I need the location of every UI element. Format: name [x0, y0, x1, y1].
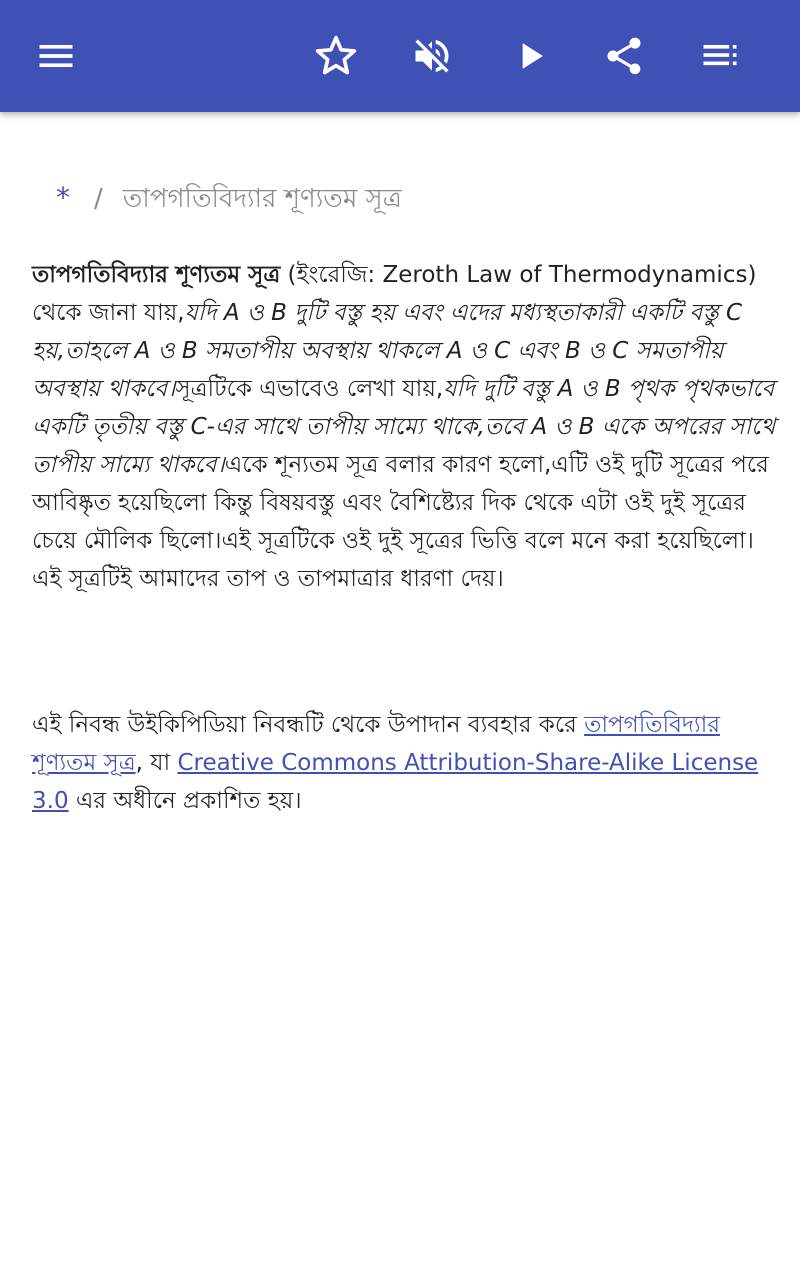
article-definition-2: যদি দুটি বস্তু A ও B পৃথক পৃথকভাবে একটি তৃতীয় বস্তু C-এর সাথে তাপীয় সাম্যে থাকে,তবে A ও B একে অপরের সাথে তাপীয় সাম্যে থাকবে।	[32, 376, 776, 478]
play-button[interactable]	[502, 28, 558, 84]
favorite-button[interactable]	[308, 28, 364, 84]
license-link[interactable]: Creative Commons Attribution-Share-Alike License 3.0	[32, 750, 759, 814]
article-definition-1: যদি A ও B দুটি বস্তু হয় এবং এদের মধ্যস্থতাকারী একটি বস্তু C হয়,তাহলে A ও B সমতাপীয় অবস্থায় থাকলে A ও C এবং B ও C সমতাপীয় অবস্থায় থাকবে।	[32, 300, 743, 402]
contents-button[interactable]	[692, 28, 748, 84]
breadcrumb-separator: /	[94, 184, 103, 214]
attribution-middle: , যা	[135, 750, 178, 776]
source-article-link[interactable]: তাপগতিবিদ্যার শূণ্যতম সূত্র	[32, 712, 720, 776]
attribution-notice	[32, 706, 776, 820]
volume-off-icon	[410, 34, 454, 78]
article-intro: (ইংরেজি: Zeroth Law of Thermodynamics) থেকে জানা যায়,	[32, 262, 757, 326]
menu-icon	[34, 34, 78, 78]
attribution-prefix: এই নিবন্ধ উইকিপিডিয়া নিবন্ধটি থেকে উপাদান ব্যবহার করে	[32, 712, 585, 738]
attribution-suffix: এর অধীনে প্রকাশিত হয়।	[68, 788, 302, 814]
breadcrumb-current: তাপগতিবিদ্যার শূণ্যতম সূত্র	[122, 184, 402, 214]
article-body	[32, 256, 776, 598]
article-paragraph	[32, 256, 776, 598]
article-rest: একে শূন্যতম সূত্র বলার কারণ হলো,এটি ওই দুটি সূত্রের পরে আবিষ্কৃত হয়েছিলো কিন্তু বিষয়বস্তু এবং বৈশিষ্ট্যের দিক থেকে এটা ওই দুই সূত্রের চেয়ে মৌলিক ছিলো।এই সূত্রটিকে ওই দুই সূত্রের ভিত্তি বলে মনে করা হয়েছিলো।এই সূত্রটিই আমাদের তাপ ও তাপমাত্রার ধারণা দেয়।	[32, 452, 769, 592]
app-toolbar	[0, 0, 800, 112]
star-icon	[314, 34, 358, 78]
article-title-bold: তাপগতিবিদ্যার শূণ্যতম সূত্র	[32, 262, 281, 288]
play-icon	[508, 34, 552, 78]
share-icon	[602, 34, 646, 78]
breadcrumb-home-link[interactable]: *	[56, 181, 70, 214]
share-button[interactable]	[596, 28, 652, 84]
menu-button[interactable]	[28, 28, 84, 84]
mute-button[interactable]	[404, 28, 460, 84]
article-middle: সূত্রটিকে এভাবেও লেখা যায়,	[175, 376, 444, 402]
breadcrumb	[56, 178, 402, 222]
playlist-icon	[698, 34, 742, 78]
